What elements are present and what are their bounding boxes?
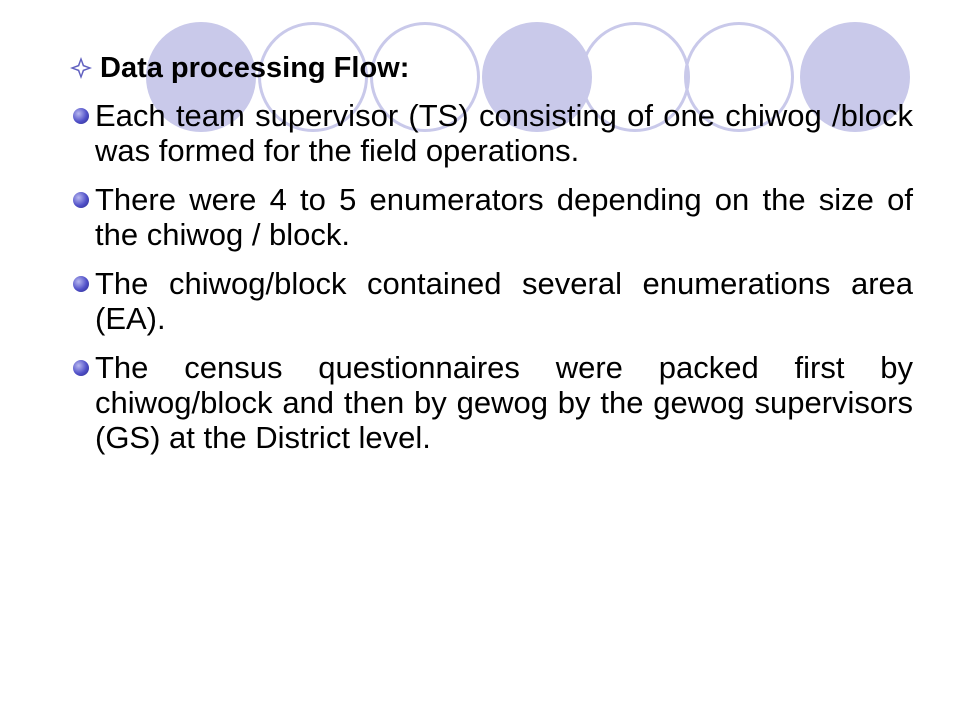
sphere-bullet-icon (73, 276, 89, 292)
bullet-item (68, 98, 913, 168)
bullet-item (68, 266, 913, 336)
bullet-text: There were 4 to 5 enumerators depending on the size of the chiwog / block. (95, 182, 913, 252)
bullet-list (68, 98, 913, 455)
bullet-text: The census questionnaires were packed first by chiwog/block and then by gewog by the gewog supervisors (GS) at the District level. (95, 350, 913, 455)
bullet-item (68, 350, 913, 455)
slide-heading (68, 48, 913, 88)
bullet-item (68, 182, 913, 252)
sphere-bullet-icon (73, 192, 89, 208)
bullet-text: Each team supervisor (TS) consisting of one chiwog /block was formed for the field operations. (95, 98, 913, 168)
bullet-text: The chiwog/block contained several enumerations area (EA). (95, 266, 913, 336)
sphere-bullet-icon (73, 360, 89, 376)
diamond-star-bullet-icon (68, 55, 94, 81)
slide-heading-text: Data processing Flow: (100, 52, 410, 84)
sphere-bullet-icon (73, 108, 89, 124)
slide-content (68, 48, 913, 469)
